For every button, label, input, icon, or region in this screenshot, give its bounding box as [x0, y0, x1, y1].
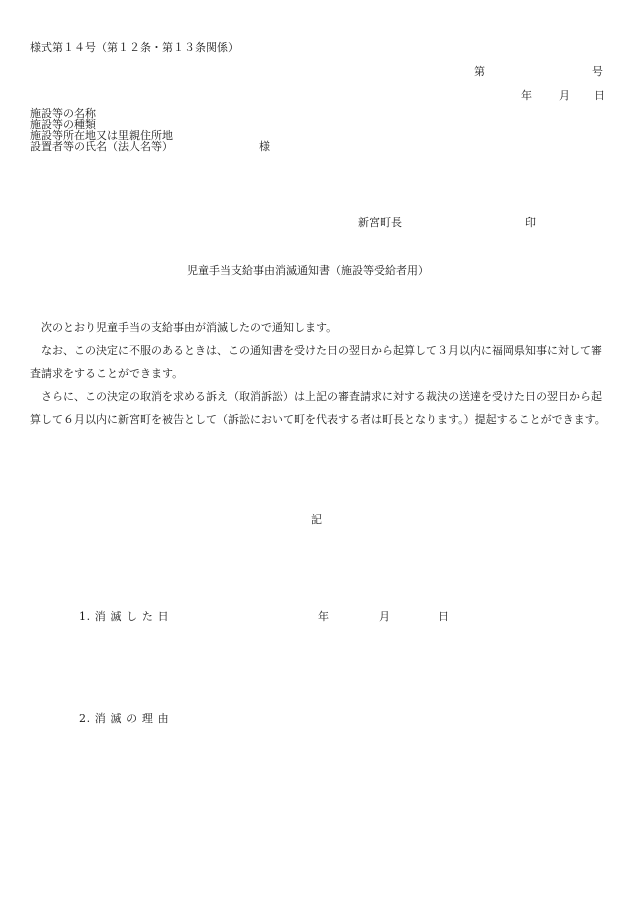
notice-body [30, 316, 612, 431]
document-number-suffix: 号 [592, 65, 603, 78]
addressee-owner-row [30, 140, 270, 153]
addressee-facility-type: 施設等の種類 [30, 118, 96, 131]
document-title: 児童手当支給事由消滅通知書（施設等受給者用） [187, 264, 429, 277]
body-paragraph-3: さらに、この決定の取消を求める訴え（取消訴訟）は上記の審査請求に対する裁決の送達を受けた日の翌日から起算して６月以内に新宮町を被告として（訴訟において町を代表する者は町長となります。）提起することができます。 [30, 390, 606, 426]
item-extinction-date-year: 年 [318, 610, 329, 623]
item-extinction-date-label: 1. 消 滅 し た 日 [79, 610, 170, 623]
ki-heading: 記 [311, 513, 322, 526]
document-number-prefix: 第 [474, 65, 485, 78]
item-extinction-date-day: 日 [438, 610, 449, 623]
addressee-facility-name: 施設等の名称 [30, 107, 96, 120]
item-extinction-reason-label: 2. 消 滅 の 理 由 [79, 712, 170, 725]
seal-mark: 印 [525, 216, 536, 229]
sender-title: 新宮町長 [358, 216, 402, 229]
addressee-honorific: 様 [259, 140, 270, 153]
item-extinction-date-month: 月 [379, 610, 390, 623]
addressee-owner-name: 設置者等の氏名（法人名等） [30, 140, 173, 153]
body-paragraph-1: 次のとおり児童手当の支給事由が消滅したので通知します。 [41, 321, 338, 334]
issue-date-day: 日 [594, 89, 605, 102]
issue-date-year: 年 [521, 89, 532, 102]
addressee-block [30, 107, 270, 153]
body-paragraph-2: なお、この決定に不服のあるときは、この通知書を受けた日の翌日から起算して３月以内に福岡県知事に対して審査請求をすることができます。 [30, 344, 602, 380]
issue-date-month: 月 [559, 89, 570, 102]
addressee-address: 施設等所在地又は里親住所地 [30, 129, 173, 142]
form-number: 様式第１４号（第１２条・第１３条関係） [30, 41, 239, 54]
